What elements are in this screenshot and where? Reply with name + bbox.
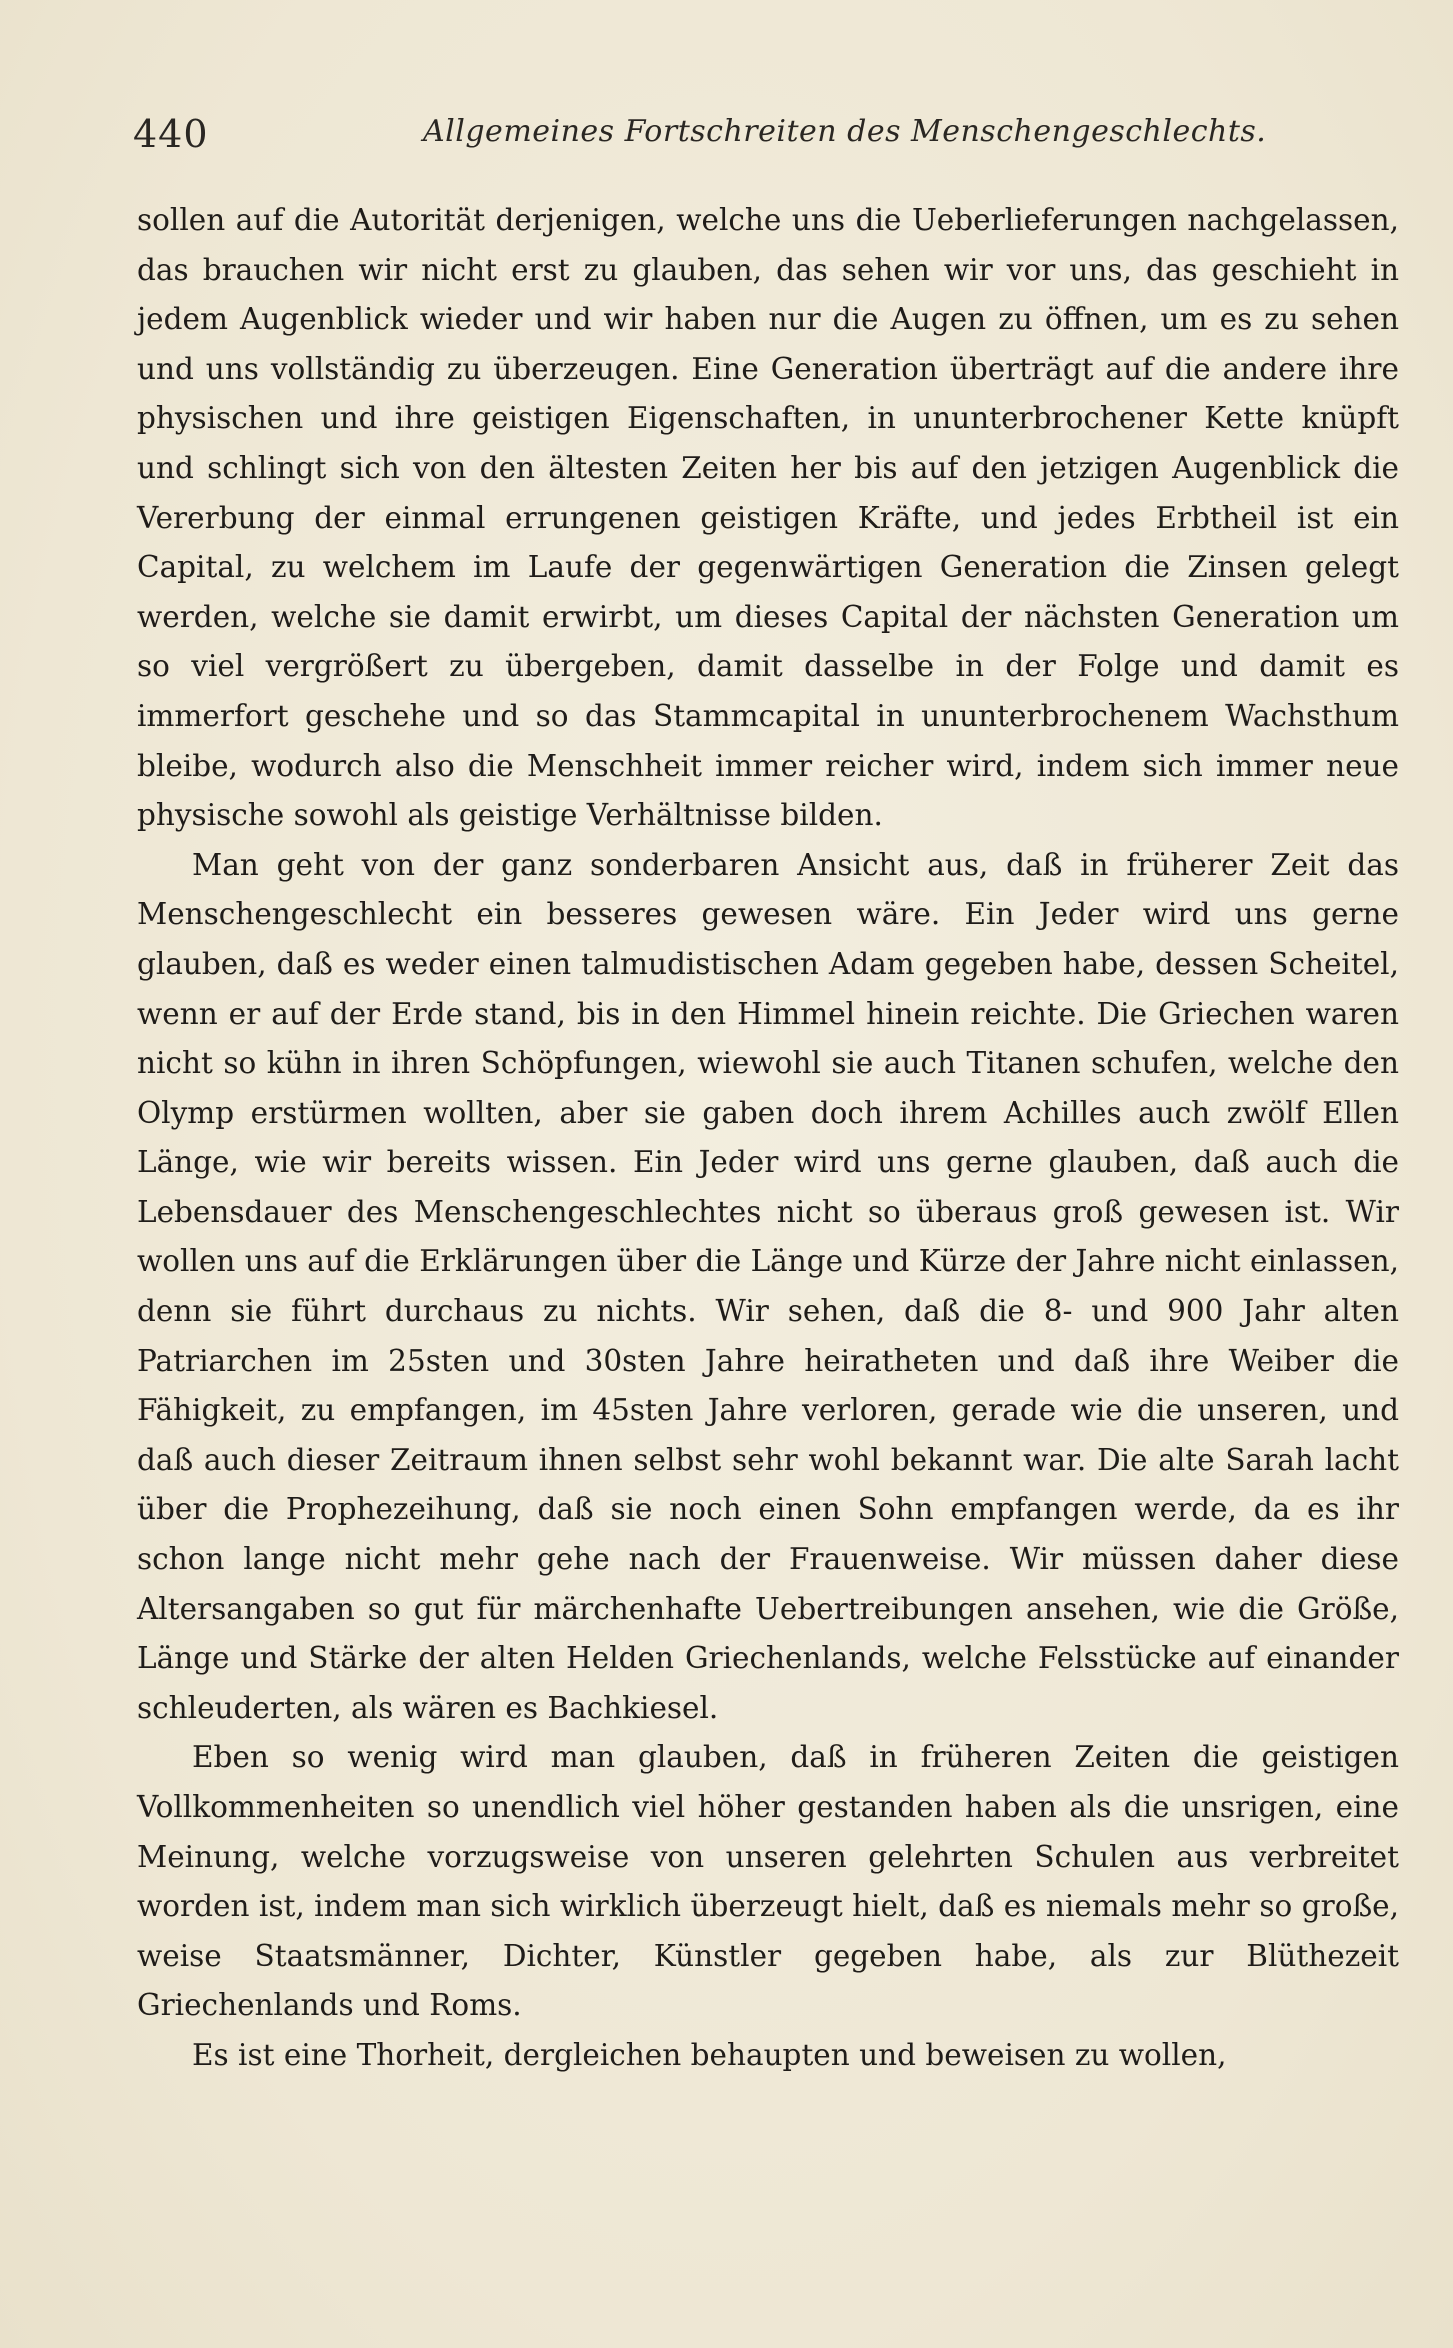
running-title: Allgemeines Fortschreiten des Menschengeschlechts. (423, 114, 1267, 149)
paragraph-3: Eben so wenig wird man glauben, daß in früheren Zeiten die geistigen Vollkommenheiten so unendlich viel höher gestanden haben als die unsrigen, eine Meinung, welche vorzugsweise von unseren gelehrten Schulen aus verbreitet worden ist, indem man sich wirklich überzeugt hielt, daß es niemals mehr so große, weise Staatsmänner, Dichter, Künstler gegeben habe, als zur Blüthezeit Griechenlands und Roms. (137, 1740, 1399, 2023)
paragraph-4: Es ist eine Thorheit, dergleichen behaupten und beweisen zu wollen, (192, 2037, 1227, 2072)
paragraph-2: Man geht von der ganz sonderbaren Ansicht aus, daß in früherer Zeit das Menschengeschlecht ein besseres gewesen wäre. Ein Jeder wird uns gerne glauben, daß es weder einen talmudistischen Adam gegeben habe, dessen Scheitel, wenn er auf der Erde stand, bis in den Himmel hinein reichte. Die Griechen waren nicht so kühn in ihren Schöpfungen, wiewohl sie auch Titanen schufen, welche den Olymp erstürmen wollten, aber sie gaben doch ihrem Achilles auch zwölf Ellen Länge, wie wir bereits wissen. Ein Jeder wird uns gerne glauben, daß auch die Lebensdauer des Menschengeschlechtes nicht so überaus groß gewesen ist. Wir wollen uns auf die Erklärungen über die Länge und Kürze der Jahre nicht einlassen, denn sie führt durchaus zu nichts. Wir sehen, daß die 8- und 900 Jahr alten Patriarchen im 25sten und 30sten Jahre heiratheten und daß ihre Weiber die Fähigkeit, zu empfangen, im 45sten Jahre verloren, gerade wie die unseren, und daß auch dieser Zeitraum ihnen selbst sehr wohl bekannt war. Die alte Sarah lacht über die Prophezeihung, daß sie noch einen Sohn empfangen werde, da es ihr schon lange nicht mehr gehe nach der Frauenweise. Wir müssen daher diese Altersangaben so gut für märchenhafte Uebertreibungen ansehen, wie die Größe, Länge und Stärke der alten Helden Griechenlands, welche Felsstücke auf einander schleuderten, als wären es Bachkiesel. (137, 847, 1400, 1725)
page-number: 440 (133, 112, 209, 156)
page-header (133, 112, 1401, 162)
paragraph-1: sollen auf die Autorität derjenigen, welche uns die Ueberlieferungen nachgelassen, das brauchen wir nicht erst zu glauben, das sehen wir vor uns, das geschieht in jedem Augenblick wieder und wir haben nur die Augen zu öffnen, um es zu sehen und uns vollständig zu überzeugen. Eine Generation überträgt auf die andere ihre physischen und ihre geistigen Eigenschaften, in ununterbrochener Kette knüpft und schlingt sich von den ältesten Zeiten her bis auf den jetzigen Augenblick die Vererbung der einmal errungenen geistigen Kräfte, und jedes Erbtheil ist ein Capital, zu welchem im Laufe der gegenwärtigen Generation die Zinsen gelegt werden, welche sie damit erwirbt, um dieses Capital der nächsten Generation um so viel vergrößert zu übergeben, damit dasselbe in der Folge und damit es immerfort geschehe und so das Stammcapital in ununterbrochenem Wachsthum bleibe, wodurch also die Menschheit immer reicher wird, indem sich immer neue physische sowohl als geistige Verhältnisse bilden. (137, 203, 1399, 833)
body-text (137, 196, 1399, 2081)
